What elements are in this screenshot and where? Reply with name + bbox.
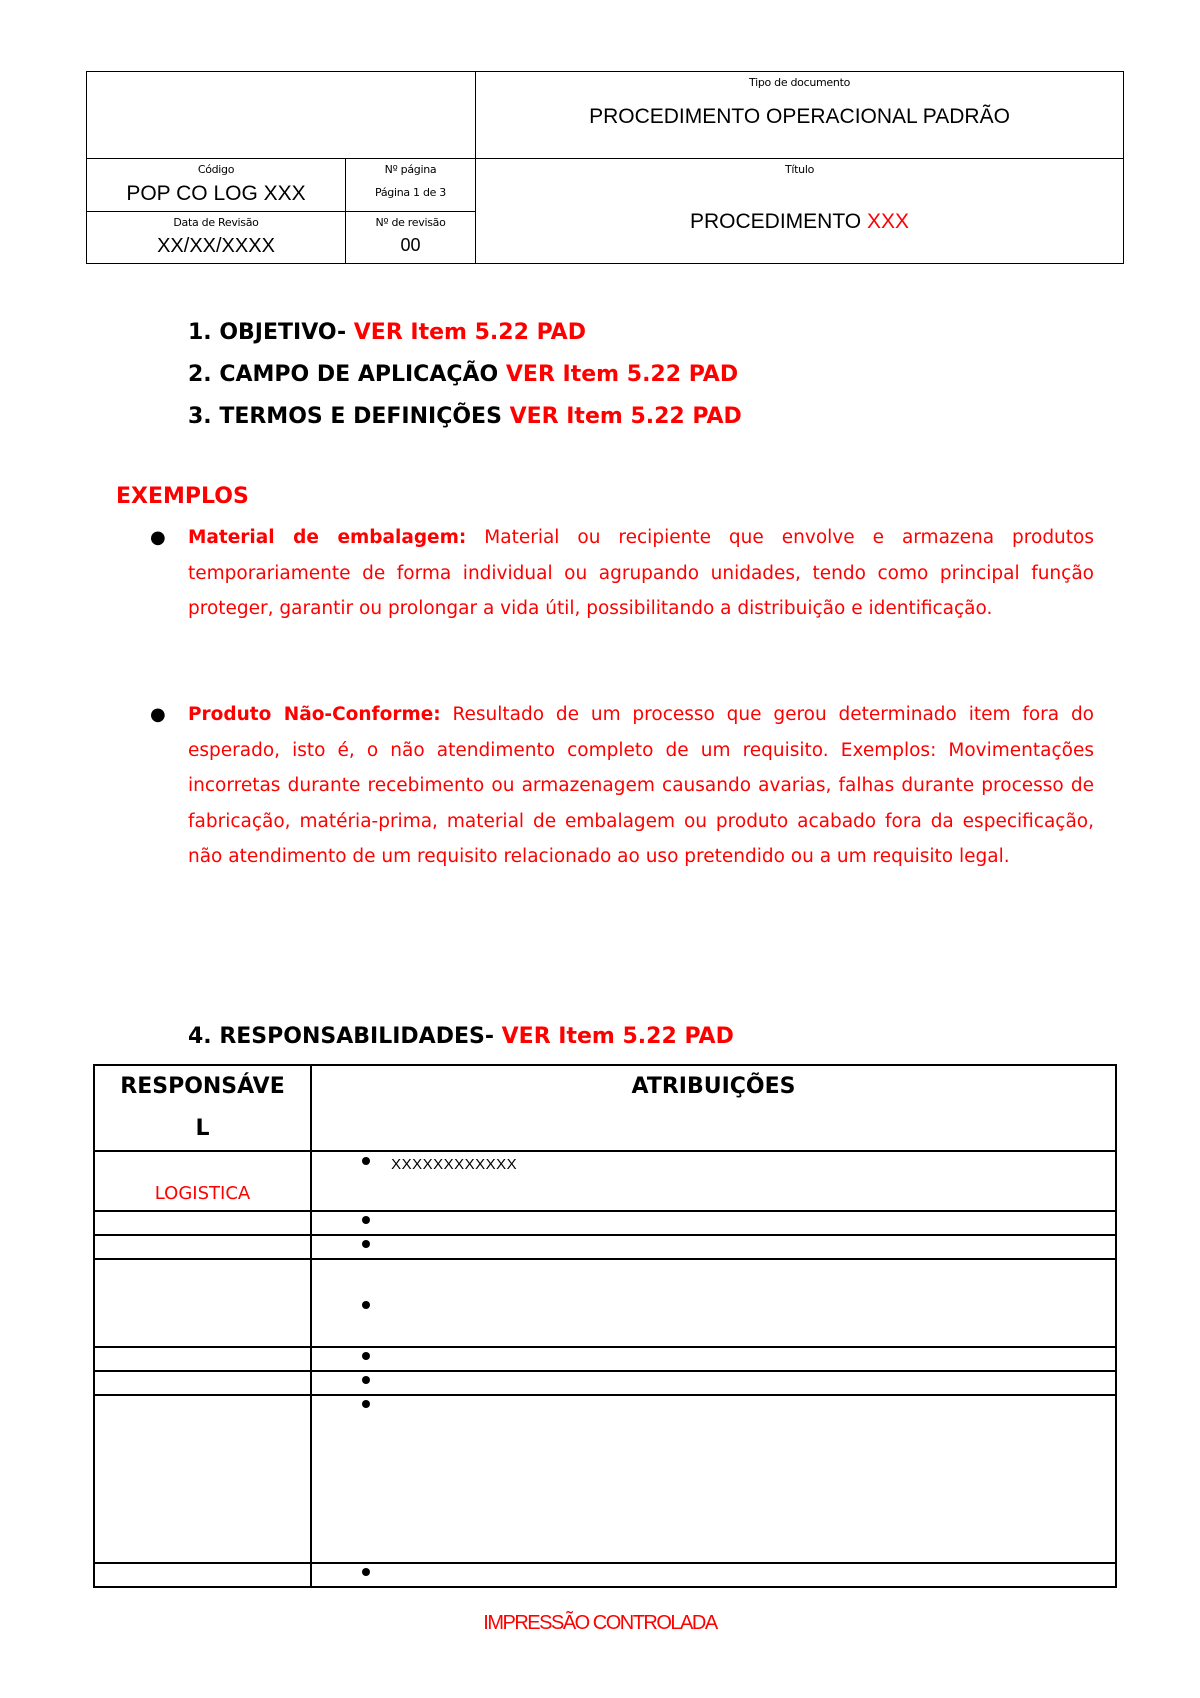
code-label: Código [197,163,235,176]
table-row [94,1371,1116,1395]
section-label: 3. TERMOS E DEFINIÇÕES [188,404,502,429]
table-row [94,1259,1116,1347]
responsavel-cell [94,1151,311,1211]
example-item [188,520,1094,627]
example-term: Produto Não-Conforme: [188,704,441,725]
section-reference: VER Item 5.22 PAD [501,1024,734,1049]
title-value [476,210,1123,234]
section-responsibilities [188,1024,734,1049]
document-type-value: PROCEDIMENTO OPERACIONAL PADRÃO [589,105,1010,128]
document-header-table [86,71,1124,264]
responsavel-cell [94,1347,311,1371]
atribuicao-cell [311,1395,1116,1563]
page-number-value: Página 1 de 3 [375,186,446,199]
atribuicao-cell [311,1563,1116,1587]
table-row [94,1235,1116,1259]
bullet-icon: ● [150,704,166,725]
responsavel-cell [94,1259,311,1347]
document-type-label: Tipo de documento [748,76,851,89]
section-reference: VER Item 5.22 PAD [353,320,586,345]
responsibilities-table [93,1064,1117,1588]
title-prefix: PROCEDIMENTO [689,210,862,233]
section-scope [188,362,738,387]
example-text: Resultado de um processo que gerou determinado item fora do esperado, isto é, o não atendimento completo de um requisito. Exemplos: Movimentações incorretas durante recebimento ou armazenagem causando avarias, falhas durante processo de fabricação, matéria-prima, material de embalagem ou produto acabado fora da especificação, não atendimento de um requisito relacionado ao uso pretendido ou a um requisito legal. [188,704,1094,867]
responsavel-value: LOGISTICA [154,1182,251,1204]
atribuicao-cell [311,1347,1116,1371]
atribuicao-cell [311,1151,1116,1211]
bullet-icon [362,1157,370,1165]
bullet-icon [362,1240,370,1248]
responsavel-cell [94,1235,311,1259]
atribuicao-value: XXXXXXXXXXXX [391,1156,518,1173]
table-row [94,1563,1116,1587]
revision-number-value: 00 [400,235,421,255]
title-cell [476,159,1123,263]
table-row [94,1151,1116,1211]
responsavel-header-line1: RESPONSÁVE [120,1074,285,1099]
atribuicao-cell [311,1235,1116,1259]
section-definitions [188,404,742,429]
bullet-icon [362,1400,370,1408]
revision-date-cell [87,212,346,263]
bullet-icon [362,1352,370,1360]
bullet-icon [362,1216,370,1224]
atribuicao-cell [311,1259,1116,1347]
responsavel-cell [94,1395,311,1563]
section-label: 2. CAMPO DE APLICAÇÃO [188,362,499,387]
title-label: Título [784,163,815,176]
bullet-icon [362,1568,370,1576]
revision-date-label: Data de Revisão [173,216,259,229]
logo-area [87,72,476,159]
bullet-icon [362,1301,370,1309]
bullet-icon [362,1376,370,1384]
examples-title: EXEMPLOS [116,484,249,509]
revision-number-label: Nº de revisão [375,216,446,229]
table-row [94,1211,1116,1235]
bullet-icon: ● [150,527,166,548]
responsavel-header-line2: L [195,1116,210,1141]
table-row [94,1395,1116,1563]
code-cell [87,159,346,212]
example-text: Material ou recipiente que envolve e armazena produtos temporariamente de forma individual ou agrupando unidades, tendo como principal função proteger, garantir ou prolongar a vida útil, possibilitando a distribuição e identificação. [188,527,1094,619]
atribuicao-cell [311,1371,1116,1395]
responsavel-cell [94,1371,311,1395]
atribuicao-cell [311,1211,1116,1235]
document-type-cell [476,72,1123,159]
section-objective [188,320,586,345]
section-reference: VER Item 5.22 PAD [505,362,739,387]
responsavel-cell [94,1563,311,1587]
title-suffix: XXX [866,210,909,233]
section-reference: VER Item 5.22 PAD [509,404,742,429]
revision-date-value: XX/XX/XXXX [157,235,275,257]
page-number-cell [346,159,476,212]
controlled-print-footer: IMPRESSÃO CONTROLADA [483,1612,717,1634]
responsavel-cell [94,1211,311,1235]
responsavel-header [94,1065,311,1151]
section-label: 1. OBJETIVO- [188,320,347,345]
table-row [94,1347,1116,1371]
example-item [188,697,1094,875]
page-number-label: Nº página [384,163,437,176]
atribuicoes-header: ATRIBUIÇÕES [311,1065,1116,1151]
code-value: POP CO LOG XXX [126,182,306,205]
section-label: 4. RESPONSABILIDADES- [188,1024,494,1049]
revision-number-cell [346,212,476,263]
example-term: Material de embalagem: [188,527,467,548]
table-header-row [94,1065,1116,1151]
